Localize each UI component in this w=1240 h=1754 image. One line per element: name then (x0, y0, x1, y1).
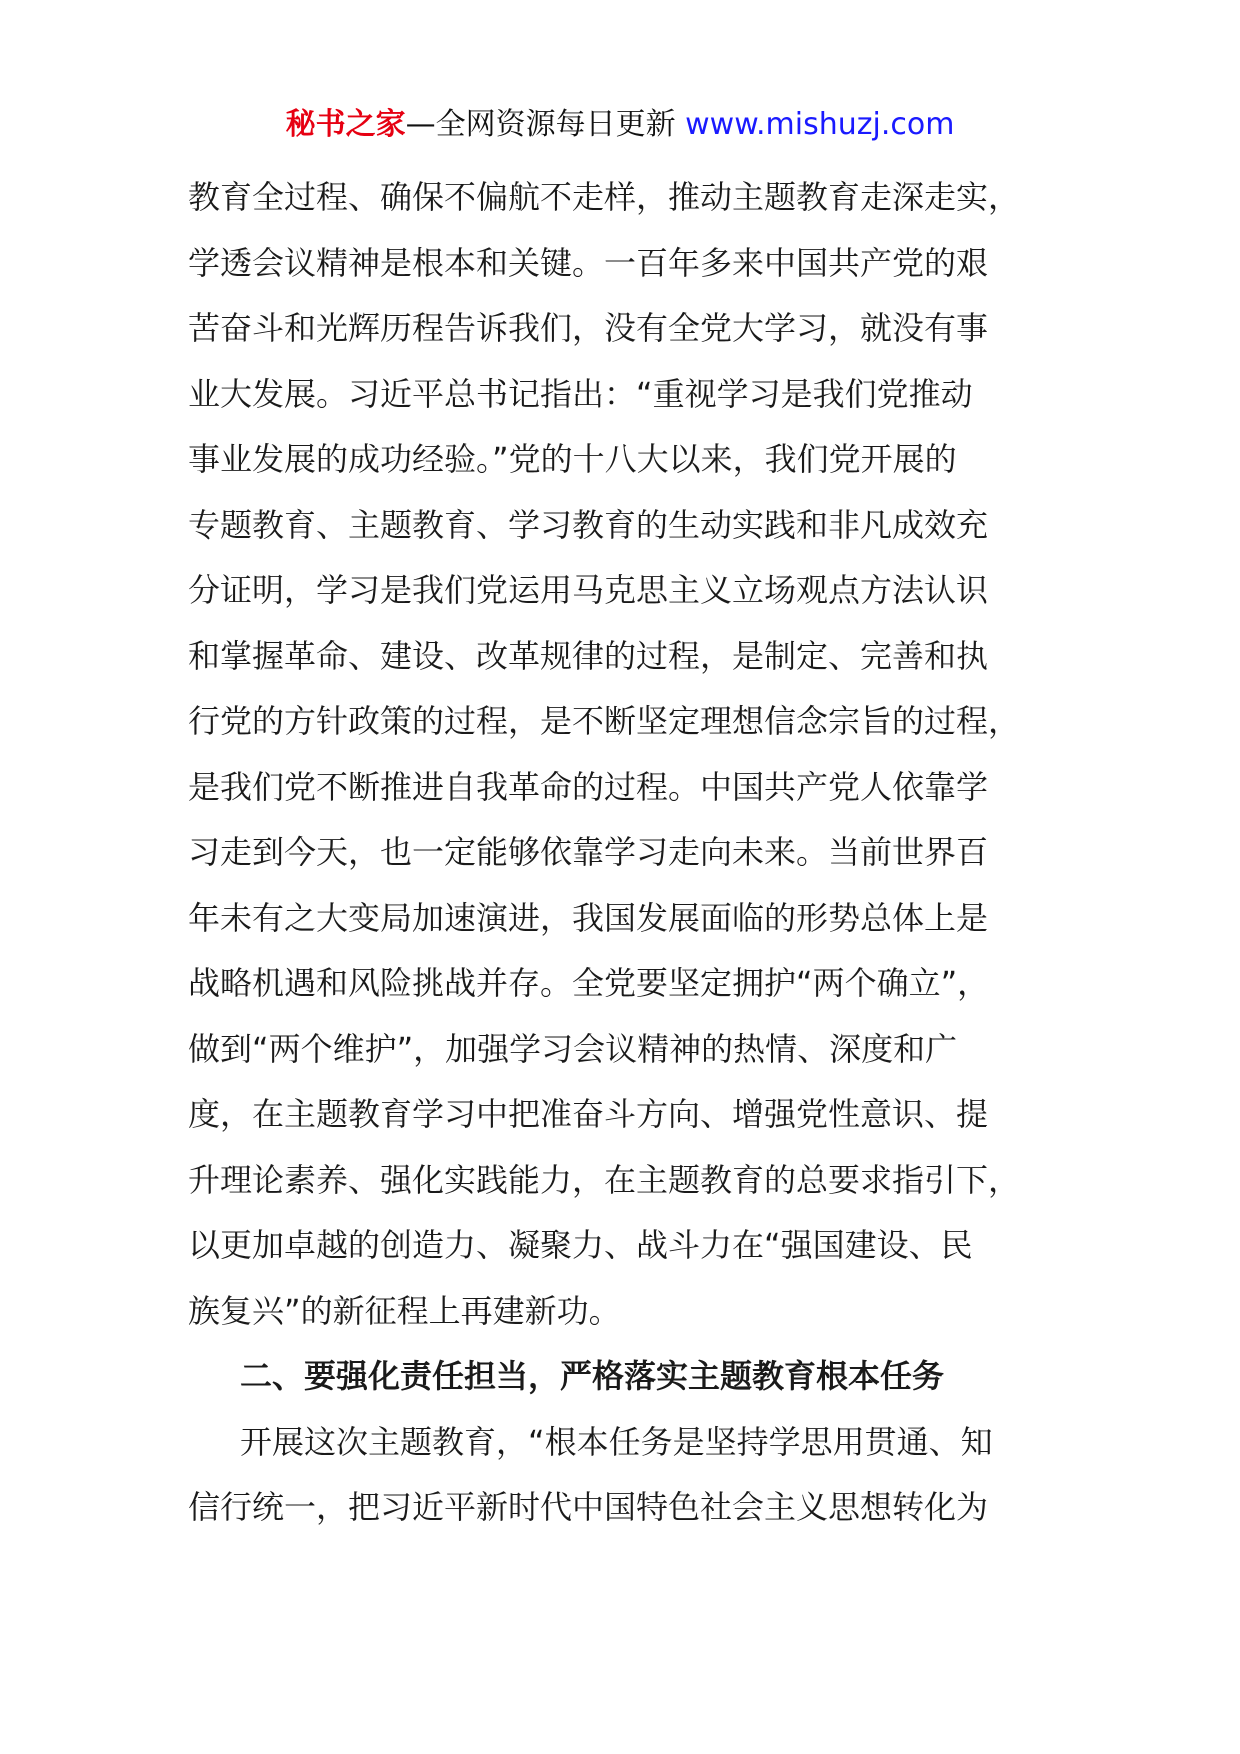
text-line: 习走到今天，也一定能够依靠学习走向未来。当前世界百 (188, 833, 989, 871)
brand-name: 秘书之家 (285, 107, 406, 142)
site-url-link[interactable]: www.mishuzj.com (685, 107, 955, 142)
text-line: 业大发展。习近平总书记指出：“重视学习是我们党推动 (188, 374, 973, 413)
text-line: 升理论素养、强化实践能力，在主题教育的总要求指引下， (188, 1160, 1021, 1199)
text-line: 开展这次主题教育，“根本任务是坚持学思用贯通、知 (240, 1422, 993, 1461)
header-tagline: —全网资源每日更新 (405, 107, 676, 142)
document-body (188, 165, 1068, 1541)
text-line: 教育全过程、确保不偏航不走样，推动主题教育走深走实， (188, 178, 1021, 216)
text-line: 信行统一，把习近平新时代中国特色社会主义思想转化为 (188, 1488, 989, 1526)
section-heading: 二、要强化责任担当，严格落实主题教育根本任务 (240, 1357, 945, 1395)
text-line: 苦奋斗和光辉历程告诉我们，没有全党大学习，就没有事 (188, 309, 989, 347)
text-line: 族复兴”的新征程上再建新功。 (188, 1291, 621, 1330)
text-line: 年未有之大变局加速演进，我国发展面临的形势总体上是 (188, 898, 989, 937)
site-header (0, 100, 1240, 150)
text-line: 行党的方针政策的过程，是不断坚定理想信念宗旨的过程， (188, 702, 1021, 740)
text-line: 做到“两个维护”，加强学习会议精神的热情、深度和广 (188, 1029, 958, 1068)
text-line: 是我们党不断推进自我革命的过程。中国共产党人依靠学 (188, 767, 989, 806)
text-line: 以更加卓越的创造力、凝聚力、战斗力在“强国建设、民 (188, 1226, 973, 1264)
text-line: 分证明，学习是我们党运用马克思主义立场观点方法认识 (188, 571, 989, 609)
text-line: 事业发展的成功经验。”党的十八大以来，我们党开展的 (188, 440, 957, 478)
text-line: 和掌握革命、建设、改革规律的过程，是制定、完善和执 (188, 636, 989, 675)
text-line: 学透会议精神是根本和关键。一百年多来中国共产党的艰 (188, 243, 989, 282)
text-line: 度，在主题教育学习中把准奋斗方向、增强党性意识、提 (188, 1095, 989, 1133)
text-line: 战略机遇和风险挑战并存。全党要坚定拥护“两个确立”， (188, 964, 990, 1002)
text-line: 专题教育、主题教育、学习教育的生动实践和非凡成效充 (188, 505, 989, 544)
